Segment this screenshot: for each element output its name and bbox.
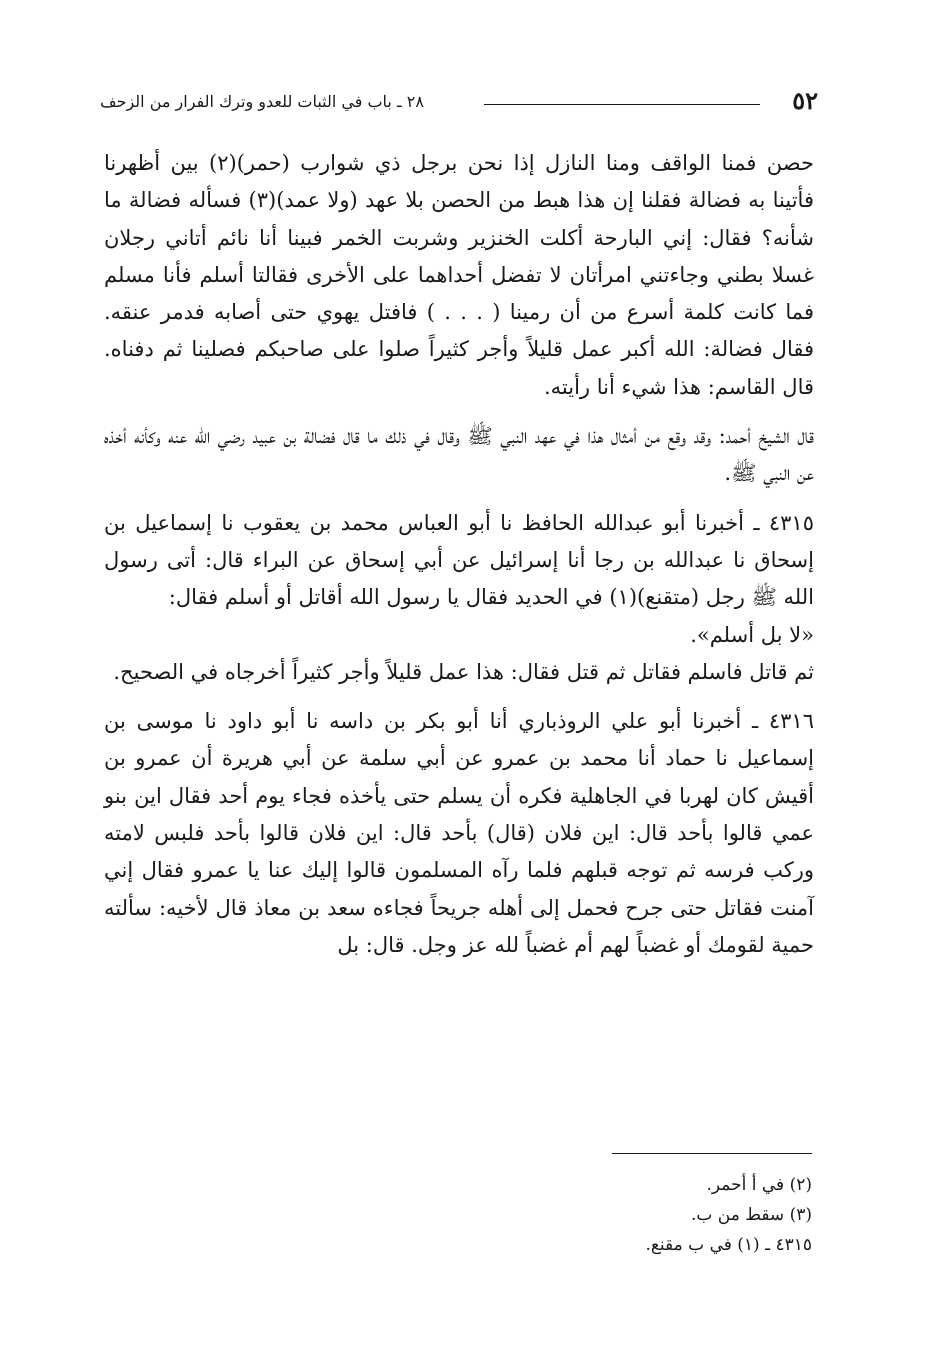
running-header (100, 86, 818, 126)
paragraph-hadith-4316: ٤٣١٦ ـ أخبرنا أبو علي الروذباري أنا أبو بكر بن داسه نا أبو داود نا موسى بن إسماعيل نا حماد أنا محمد بن عمرو عن أبي سلمة عن أبي هريرة أن عمرو بن أقيش كان لهربا في الجاهلية فكره أن يسلم حتى يأخذه فجاء يوم أحد فقال اين بنو عمي قالوا بأحد قال: اين فلان (قال) بأحد قال: اين فلان قالوا بأحد فلبس لامته وركب فرسه ثم توجه قبلهم فلما رآه المسلمون قالوا إليك عنا يا عمرو فقال إني آمنت فقاتل حتى جرح فحمل إلى أهله جريحاً فجاءه سعد بن معاذ قال لأخيه: سألته حمية لقومك أو غضباً لهم أم غضباً لله عز وجل. قال: بل (104, 709, 814, 957)
paragraph-sheikh-comment: قال الشيخ أحمد: وقد وقع من أمثال هذا في عهد النبي ﷺ وقال في ذلك ما قال فضالة بن عبيد رضي الله عنه وكأنه أخذه عن النبي ﷺ. (104, 424, 814, 486)
footnote-3: (٣) سقط من ب. (690, 1205, 812, 1225)
footnote-4315-1: ٤٣١٥ ـ (١) في ب مقنع. (645, 1235, 812, 1255)
paragraph-hadith-4315: ٤٣١٥ ـ أخبرنا أبو عبدالله الحافظ نا أبو العباس محمد بن يعقوب نا إسماعيل بن إسحاق نا عبدالله بن رجا أنا إسرائيل عن أبي إسحاق عن البراء قال: أتى رسول الله ﷺ رجل (متقنع)(١) في الحديد فقال يا رسول الله أقاتل أو أسلم فقال: (104, 510, 814, 610)
footnotes (412, 1170, 812, 1260)
page-number: ٥٢ (792, 86, 818, 115)
footnote-rule (612, 1153, 812, 1154)
footnote-2: (٢) في أ أحمر. (706, 1175, 812, 1195)
paragraph-story: حصن فمنا الواقف ومنا النازل إذا نحن برجل ذي شوارب (حمر)(٢) بين أظهرنا فأتينا به فضالة فقلنا إن هذا هبط من الحصن بلا عهد (ولا عمد)(٣) فسأله فضالة ما شأنه؟ فقال: إني البارحة أكلت الخنزير وشربت الخمر فبينا أنا نائم أتاني رجلان غسلا بطني وجاءتني امرأتان لا تفضل أحداهما على الأخرى فقالتا أسلم فأنا مسلم فما كانت كلمة أسرع من أن رمينا ( . . . ) فافتل يهوي حتى أصابه فدمر عنقه. فقال فضالة: الله أكبر عمل قليلاً وأجر كثيراً صلوا على صاحبكم فصلينا ثم دفناه. قال القاسم: هذا شيء أنا رأيته. (104, 151, 814, 399)
paragraph-quote: «لا بل أسلم». (690, 622, 814, 647)
paragraph-hadith-4315-end: ثم قاتل فاسلم فقاتل ثم قتل فقال: هذا عمل قليلاً وأجر كثيراً أخرجاه في الصحيح. (113, 659, 814, 684)
header-rule (484, 104, 760, 105)
chapter-title: ٢٨ ـ باب في الثبات للعدو وترك الفرار من الزحف (100, 92, 424, 111)
body-text (104, 145, 814, 976)
